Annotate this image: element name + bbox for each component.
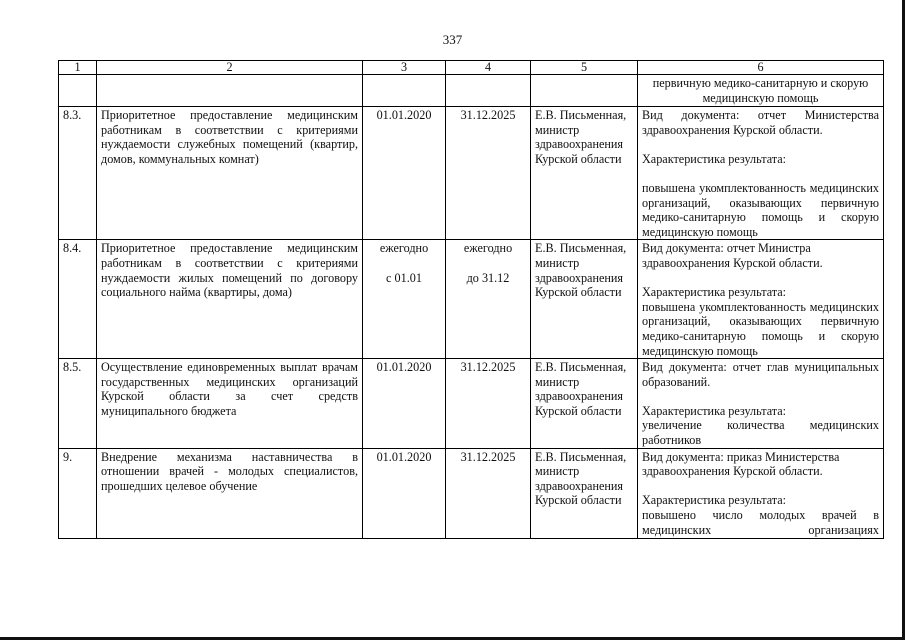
row-doc-type: Вид документа: отчет Министра здравоохранения Курской области. (642, 241, 823, 270)
row-result-label: Характеристика результата: (642, 285, 787, 300)
row-start-line1: 01.01.2020 (376, 360, 432, 375)
row-start (363, 240, 446, 359)
header-cell-6: 6 (638, 61, 884, 75)
row-result-text: повышена укомплектованность медицинских организаций, оказывающих первичную медико-санитарную помощь и скорую медицинскую помощь (642, 299, 879, 358)
row-number: 8.4. (59, 240, 97, 359)
row-description: Приоритетное предоставление медицинским работникам в соответствии с критериями нуждаемости жилых помещений по договору социального найма (квартиры, дома) (97, 240, 363, 359)
row-end-line2: до 31.12 (466, 270, 510, 285)
row-end (446, 359, 531, 449)
row-result (638, 240, 884, 359)
row-result-text: увеличение количества медицинских работников (642, 418, 879, 448)
row-result (638, 107, 884, 240)
header-cell-3: 3 (363, 61, 446, 75)
table-row (59, 240, 884, 359)
row-result (638, 359, 884, 449)
row-result-label: Характеристика результата: (642, 151, 787, 166)
row-end-line1: 31.12.2025 (460, 360, 516, 375)
row-number: 8.5. (59, 359, 97, 449)
row-start-line1: ежегодно (379, 241, 429, 256)
carry-over-row (59, 75, 884, 107)
row-responsible: Е.В. Письменная, министр здравоохранения Курской области (531, 359, 638, 449)
row-result-label: Характеристика результата: (642, 493, 787, 508)
row-start (363, 359, 446, 449)
row-end-line1: 31.12.2025 (460, 449, 516, 464)
row-start-line2: с 01.01 (386, 270, 422, 285)
row-result-label: Характеристика результата: (642, 403, 787, 418)
row-result (638, 448, 884, 538)
row-end (446, 107, 531, 240)
table-row (59, 359, 884, 449)
row-responsible: Е.В. Письменная, министр здравоохранения Курской области (531, 448, 638, 538)
header-cell-1: 1 (59, 61, 97, 75)
row-start-line1: 01.01.2020 (376, 108, 432, 122)
row-description: Приоритетное предоставление медицинским работникам в соответствии с критериями нуждаемости служебных помещений (квартир, домов, коммунальных комнат) (97, 107, 363, 240)
row-responsible: Е.В. Письменная, министр здравоохранения Курской области (531, 107, 638, 240)
row-end-line1: ежегодно (463, 241, 513, 256)
header-cell-4: 4 (446, 61, 531, 75)
row-result-text: повышено число молодых врачей в медицинских организациях (642, 508, 879, 537)
page-number: 337 (442, 32, 463, 47)
row-responsible: Е.В. Письменная, министр здравоохранения Курской области (531, 240, 638, 359)
header-cell-2: 2 (97, 61, 363, 75)
row-start (363, 448, 446, 538)
row-end (446, 240, 531, 359)
row-doc-type: Вид документа: отчет Министерства здравоохранения Курской области. (642, 108, 879, 137)
row-doc-type: Вид документа: приказ Министерства здравоохранения Курской области. (642, 449, 840, 479)
row-description: Осуществление единовременных выплат врачам государственных медицинских организаций Курской области за счет средств муниципального бюджета (97, 359, 363, 449)
row-doc-type: Вид документа: отчет глав муниципальных образований. (642, 360, 879, 389)
carry-over-result: первичную медико-санитарную и скорую медицинскую помощь (638, 75, 884, 107)
table-header-row (59, 61, 884, 75)
row-number: 9. (59, 448, 97, 538)
table-row (59, 448, 884, 538)
measures-table (58, 60, 884, 539)
table-row (59, 107, 884, 240)
header-cell-5: 5 (531, 61, 638, 75)
row-end-line1: 31.12.2025 (460, 108, 516, 122)
row-end (446, 448, 531, 538)
row-result-text: повышена укомплектованность медицинских организаций, оказывающих первичную медико-санитарную помощь и скорую медицинскую помощь (642, 180, 879, 239)
row-start-line1: 01.01.2020 (376, 449, 432, 464)
row-number: 8.3. (59, 107, 97, 240)
row-description: Внедрение механизма наставничества в отношении врачей - молодых специалистов, прошедших целевое обучение (97, 448, 363, 538)
row-start (363, 107, 446, 240)
